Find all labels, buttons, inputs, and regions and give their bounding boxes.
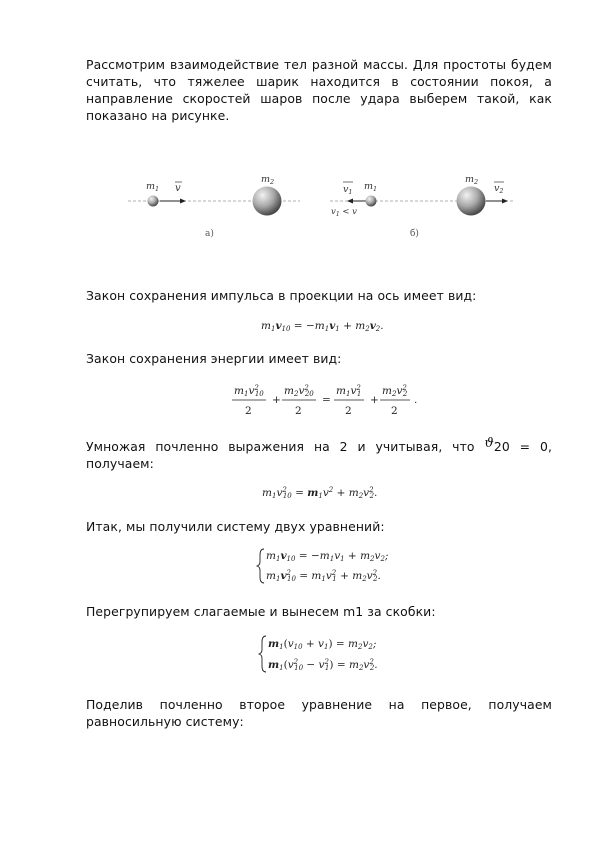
svg-text:m1(v210 − v21) = m2v22.: $m1(v^2$ $10 - v^2$ $1) = m2v^2$ 2. [268,658,378,672]
svg-text:2: 2 [295,405,302,417]
svg-text:m1v210 = m1v2 + m2v22.: $m1v^2$ $10 = m1v^2 + m2v^2$ 2. [262,486,378,500]
large-ball-a [253,187,282,216]
svg-text:m2v22: $m2v^2$ 2 [382,384,408,398]
velocity-label-a: v [175,183,181,194]
velocity1-label-b: $v_1$ [343,184,353,196]
system-formula [256,545,456,587]
momentum-paragraph: Закон сохранения импульса в проекции на ось имеет вид: [86,288,477,303]
svg-text:m1v210: $m1v^2$ 10 [234,384,264,398]
regroup-paragraph: Перегрупируем слагаемые и вынесем m1 за скобки: [86,604,436,619]
svg-text:m1v10 = −m1v1 + m2v2;: m1v10 = −m1v1 + m2v2; [266,550,389,563]
small-ball-a [148,196,159,207]
mass1-label-a: $m_1$ [146,181,160,193]
large-ball-b [457,187,486,216]
mass1-label-b: $m_1$ [364,181,378,193]
caption-b: б) [410,229,419,239]
svg-text:m1v210 = m1v21 + m2v22.: $m1v^2$ $10 = m1v^2$ $1 + m2v^2$ 2. [266,569,381,583]
svg-text:m2v220: $m2v^2$ 20 [284,384,314,398]
figure-panel-b [330,174,515,239]
velocity2-label-b: $v_2$ [494,183,504,195]
regrouped-system-formula [258,632,458,676]
svg-text:2: 2 [345,405,352,417]
svg-text:.: . [414,394,418,406]
multiply-paragraph-line2: получаем: [86,456,154,471]
svg-text:=: = [322,394,331,406]
svg-text:+: + [272,394,281,406]
momentum-formula [255,315,455,337]
energy-simplified-formula [258,482,458,504]
mass2-label-a: $m_2$ [261,174,275,186]
mass2-label-b: $m_2$ [465,174,479,186]
svg-text:2: 2 [245,405,252,417]
svg-text:m1v21: $m1v^2$ 1 [336,384,362,398]
divide-paragraph: Поделив почленно второе уравнение на первое, получаем равносильную систему: [86,697,552,729]
caption-a: а) [205,229,214,239]
svg-text:+: + [370,394,379,406]
figure-panel-a [128,174,300,239]
svg-text:m1(v10 + v1) = m2v2;: m1(v10 + v1) = m2v2; [268,638,377,651]
svg-text:2: 2 [391,405,398,417]
energy-formula [226,380,446,422]
svg-text:m1v10 = −m1v1 + m2v2.: m1v10 = −m1v1 + m2v2. [261,320,384,333]
multiply-paragraph-line1: Умножая почленно выражения на 2 и учитывая, что ϑ20 = 0, [86,436,552,454]
system-paragraph: Итак, мы получили систему двух уравнений: [86,519,385,534]
condition-label-b: $v_1 < v$ [331,207,357,218]
energy-paragraph: Закон сохранения энергии имеет вид: [86,351,342,366]
small-ball-b [366,196,377,207]
theta-symbol: ϑ [484,436,494,451]
intro-paragraph: Рассмотрим взаимодействие тел разной массы. Для простоты будем считать, что тяжелее шарик находится в состоянии покоя, а направление скоростей шаров после удара выберем такой, как показано на рисунке. [86,57,552,123]
